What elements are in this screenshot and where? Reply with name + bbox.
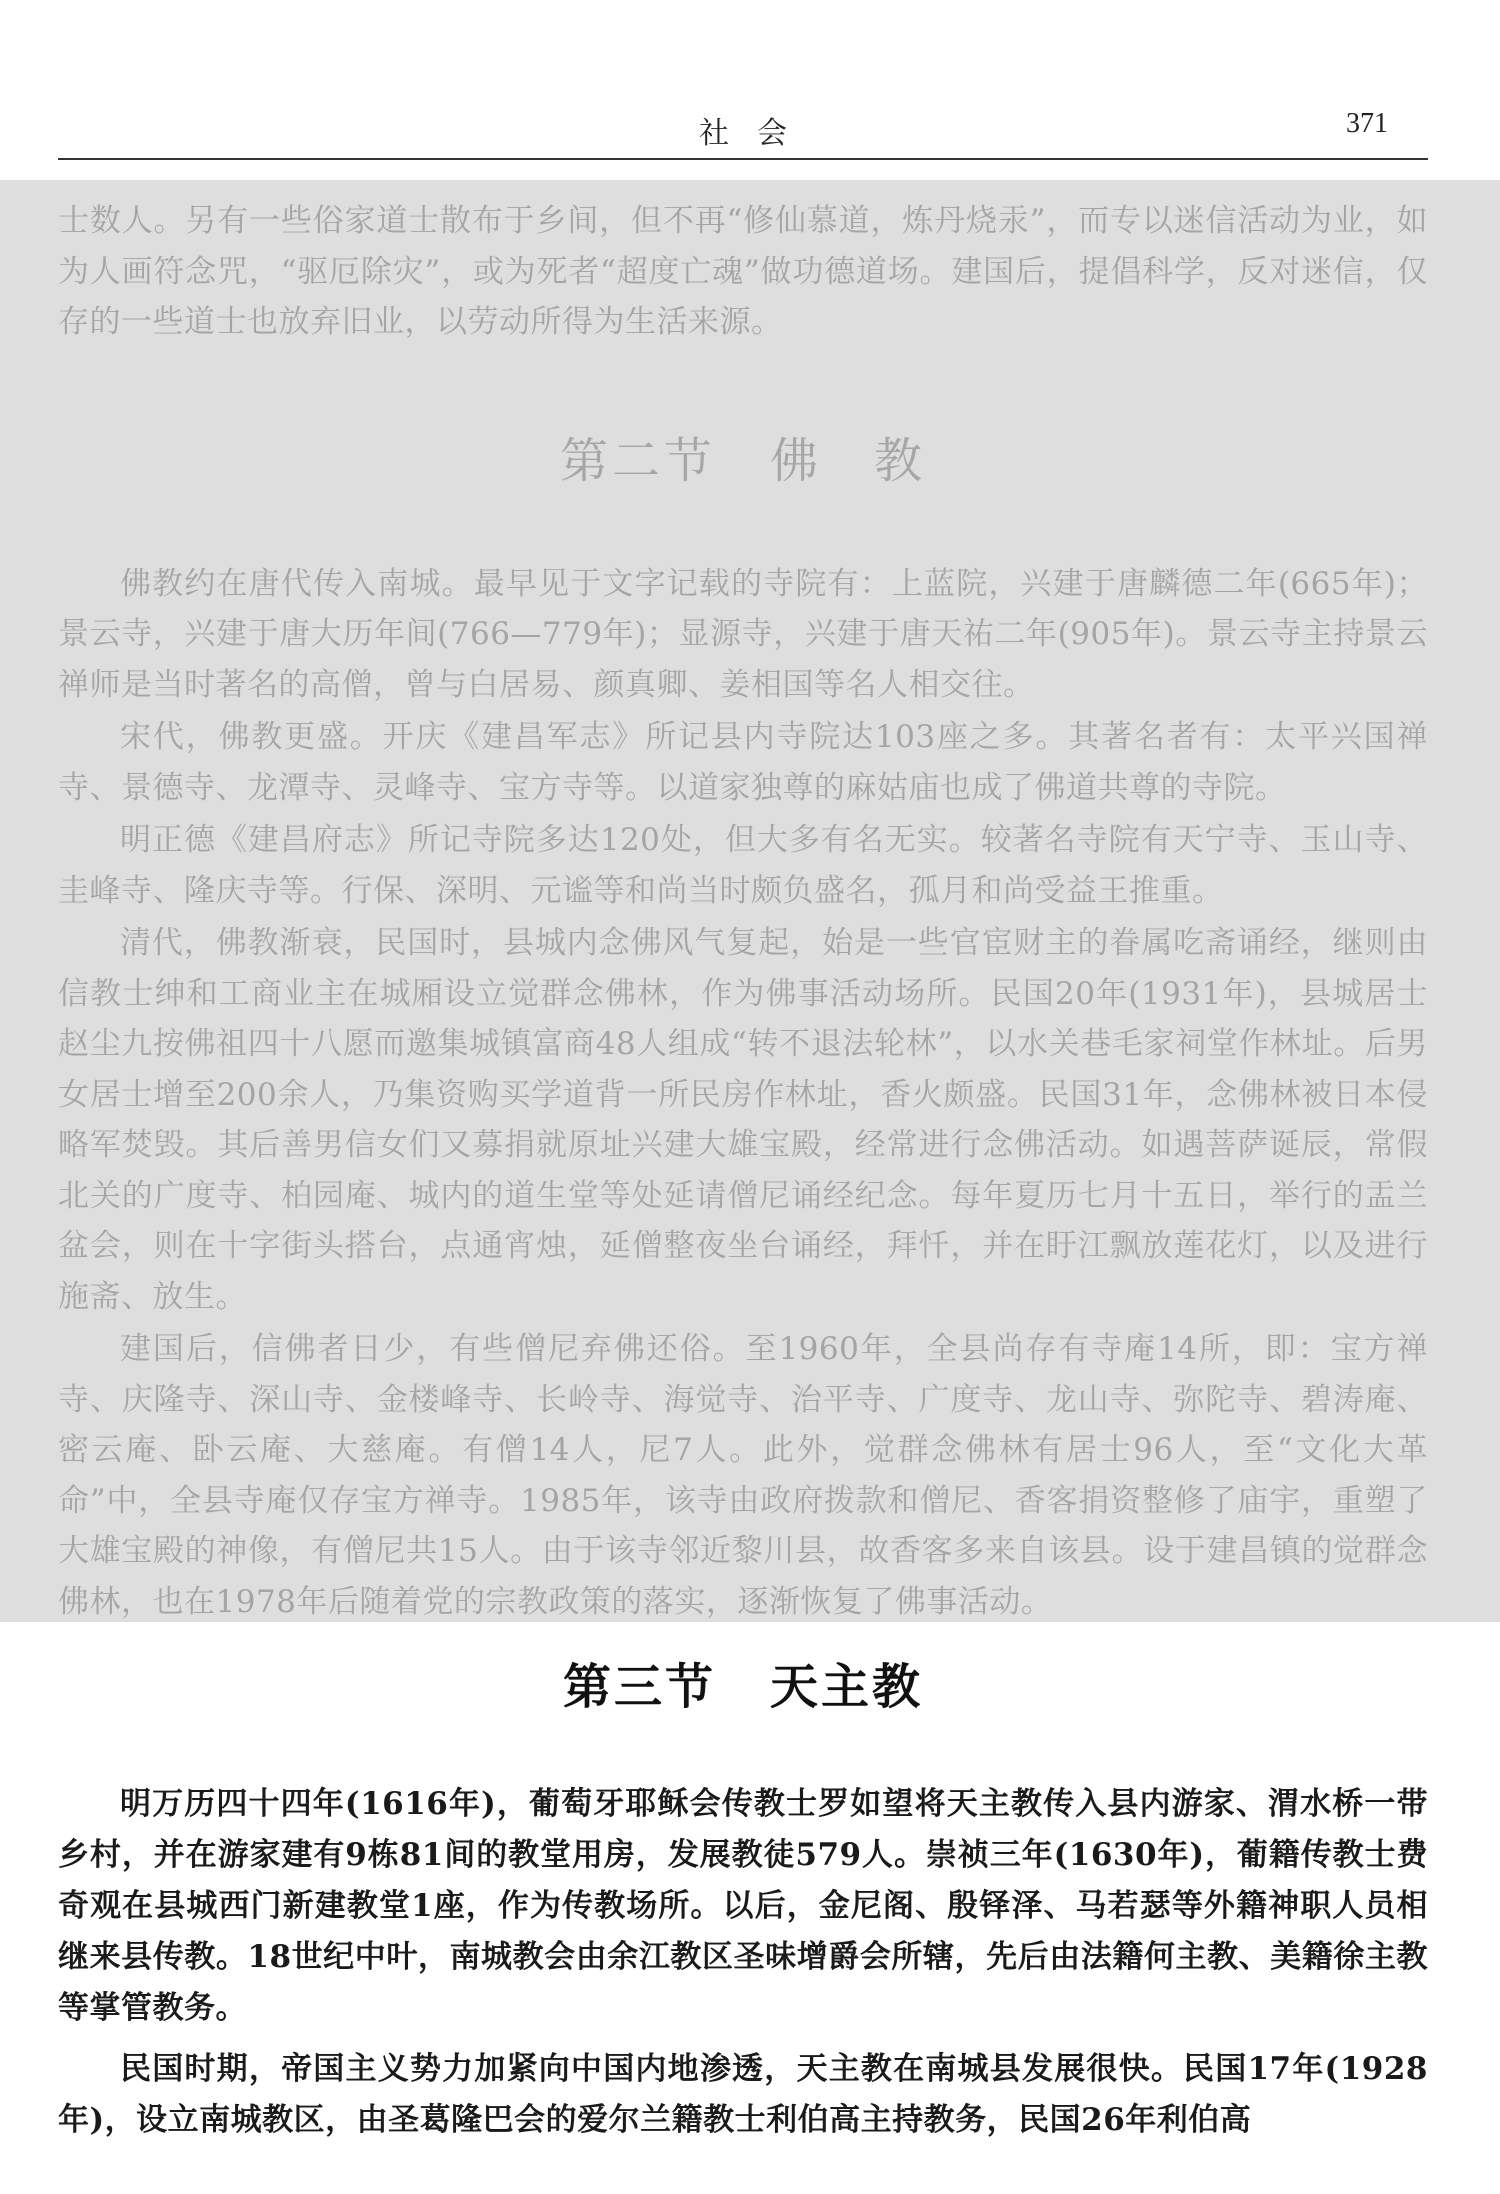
paragraph: 建国后，信佛者日少，有些僧尼弃佛还俗。至1960年，全县尚存有寺庵14所，即：宝方禅寺、庆隆寺、深山寺、金楼峰寺、长岭寺、海觉寺、治平寺、广度寺、龙山寺、弥陀寺、碧涛庵、密云庵、卧云庵、大慈庵。有僧14人，尼7人。此外，觉群念佛林有居士96人，至“文化大革命”中，全县寺庵仅存宝方禅寺。1985年，该寺由政府拨款和僧尼、香客捐资整修了庙宇，重塑了大雄宝殿的神像，有僧尼共15人。由于该寺邻近黎川县，故香客多来自该县。设于建昌镇的觉群念佛林，也在1978年后随着党的宗教政策的落实，逐渐恢复了佛事活动。: [58, 1331, 1428, 1620]
paragraph: 民国时期，帝国主义势力加紧向中国内地渗透，天主教在南城县发展很快。民国17年(1928年)，设立南城教区，由圣葛隆巴会的爱尔兰籍教士利伯高主持教务，民国26年利伯高: [58, 2051, 1428, 2138]
section-title: 天主教: [770, 1659, 924, 1715]
section-heading-buddhism: [58, 422, 1428, 491]
highlighted-region: [0, 180, 1500, 1622]
catholicism-section: [58, 1648, 1428, 2146]
section-number: 第三节: [562, 1659, 716, 1715]
running-header-title: 社会: [699, 116, 815, 151]
paragraph: 宋代，佛教更盛。开庆《建昌军志》所记县内寺院达103座之多。其著名者有：太平兴国禅寺、景德寺、龙潭寺、灵峰寺、宝方寺等。以道家独尊的麻姑庙也成了佛道共尊的寺院。: [58, 719, 1428, 806]
paragraph: 明正德《建昌府志》所记寺院多达120处，但大多有名无实。较著名寺院有天宁寺、玉山寺、圭峰寺、隆庆寺等。行保、深明、元谧等和尚当时颇负盛名，孤月和尚受益王推重。: [58, 822, 1428, 909]
paragraph: 佛教约在唐代传入南城。最早见于文字记载的寺院有：上蓝院，兴建于唐麟德二年(665年)；景云寺，兴建于唐大历年间(766—779年)；显源寺，兴建于唐天祐二年(905年)。景云寺主持景云禅师是当时著名的高僧，曾与白居易、颜真卿、姜相国等名人相交往。: [58, 565, 1428, 703]
paragraph: 清代，佛教渐衰，民国时，县城内念佛风气复起，始是一些官宦财主的眷属吃斋诵经，继则由信教士绅和工商业主在城厢设立觉群念佛林，作为佛事活动场所。民国20年(1931年)，县城居士赵尘九按佛祖四十八愿而邀集城镇富商48人组成“转不退法轮林”，以水关巷毛家祠堂作林址。后男女居士增至200余人，乃集资购买学道背一所民房作林址，香火颇盛。民国31年，念佛林被日本侵略军焚毁。其后善男信女们又募捐就原址兴建大雄宝殿，经常进行念佛活动。如遇菩萨诞辰，常假北关的广度寺、柏园庵、城内的道生堂等处延请僧尼诵经纪念。每年夏历七月十五日，举行的盂兰盆会，则在十字街头搭台，点通宵烛，延僧整夜坐台诵经，拜忏，并在盱江飘放莲花灯，以及进行施斋、放生。: [58, 925, 1428, 1315]
section-heading-catholicism: [58, 1648, 1428, 1717]
header-rule: [58, 158, 1428, 160]
intro-paragraph: 士数人。另有一些俗家道士散布于乡间，但不再“修仙慕道，炼丹烧汞”，而专以迷信活动为业，如为人画符念咒，“驱厄除灾”，或为死者“超度亡魂”做功德道场。建国后，提倡科学，反对迷信，仅存的一些道士也放弃旧业，以劳动所得为生活来源。: [58, 203, 1428, 340]
section-number: 第二节: [559, 432, 716, 489]
page-header: [58, 108, 1428, 158]
buddhism-section: [58, 196, 1428, 1627]
paragraph: 明万历四十四年(1616年)，葡萄牙耶稣会传教士罗如望将天主教传入县内游家、渭水桥一带乡村，并在游家建有9栋81间的教堂用房，发展教徒579人。崇祯三年(1630年)，葡籍传教士费奇观在县城西门新建教堂1座，作为传教场所。以后，金尼阁、殷铎泽、马若瑟等外籍神职人员相继来县传教。18世纪中叶，南城教会由余江教区圣味增爵会所辖，先后由法籍何主教、美籍徐主教等掌管教务。: [58, 1786, 1428, 2026]
section-title: 佛 教: [770, 432, 927, 489]
page-number: 371: [1346, 108, 1388, 139]
